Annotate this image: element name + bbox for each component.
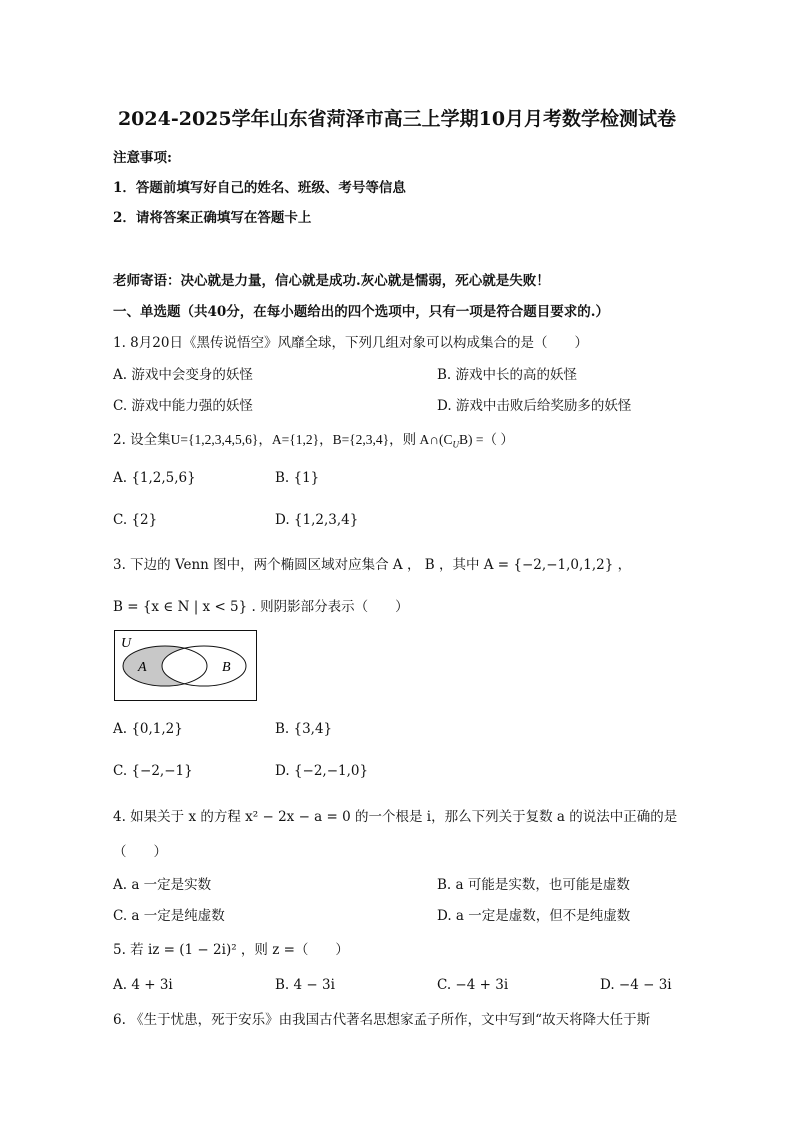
question-5-option-a: A. 4 + 3i [113,977,173,993]
page-title: 2024-2025学年山东省菏泽市高三上学期10月月考数学检测试卷 [117,108,677,130]
question-3-stem-line-1: 3. 下边的 Venn 图中，两个椭圆区域对应集合 A ， B ，其中 A = {−2,−1,0,1,2} ， [113,557,632,573]
question-2-stem-prefix: 2. 设全集 [113,432,171,448]
venn-label-b: B [222,660,231,675]
teacher-note: 老师寄语：决心就是力量，信心就是成功.灰心就是懦弱，死心就是失败！ [113,273,550,289]
question-4-option-d: D. a 一定是虚数，但不是纯虚数 [437,908,631,924]
notice-heading: 注意事项: [113,150,172,166]
question-3-option-b: B. {3,4} [275,721,333,737]
question-4-option-a: A. a 一定是实数 [113,877,212,893]
question-3-option-d: D. {−2,−1,0} [275,763,369,779]
question-2-option-a: A. {1,2,5,6} [113,470,196,486]
question-1-option-d: D. 游戏中击败后给奖励多的妖怪 [437,398,632,414]
notice-item-1: 1．答题前填写好自己的姓名、班级、考号等信息 [113,180,406,196]
question-1-option-c: C. 游戏中能力强的妖怪 [113,398,253,414]
question-2-stem-suffix: ，则 A∩(C [389,432,453,447]
notice-item-2: 2．请将答案正确填写在答题卡上 [113,210,312,226]
question-2-option-d: D. {1,2,3,4} [275,512,359,528]
question-2-stem-end: B) =（ ） [459,432,514,447]
question-5-option-d: D. −4 − 3i [600,977,672,993]
question-3-option-c: C. {−2,−1} [113,763,193,779]
venn-diagram [114,630,258,702]
question-4-stem-line-2: （ ） [113,844,167,860]
question-1-option-a: A. 游戏中会变身的妖怪 [113,367,253,383]
question-6-stem: 6. 《生于忧患，死于安乐》由我国古代著名思想家孟子所作，文中写到“故天将降大任于斯 [113,1012,651,1028]
question-5-stem: 5. 若 iz = (1 − 2i)² ，则 z =（ ） [113,942,349,958]
question-4-option-b: B. a 可能是实数，也可能是虚数 [437,877,630,893]
venn-label-u: U [121,636,132,651]
question-1-option-b: B. 游戏中长的高的妖怪 [437,367,578,383]
question-2-subscript: U [452,439,460,450]
question-2-option-b: B. {1} [275,470,320,486]
venn-label-a: A [138,660,147,675]
question-1-stem: 1. 8月20日《黑传说悟空》风靡全球，下列几组对象可以构成集合的是（ ） [113,335,588,351]
question-2-option-c: C. {2} [113,512,158,528]
question-5-option-b: B. 4 − 3i [275,977,335,993]
question-3-option-a: A. {0,1,2} [113,721,183,737]
section-heading: 一、单选题（共40分，在每小题给出的四个选项中，只有一项是符合题目要求的.） [113,304,609,320]
question-2-stem [113,428,514,450]
question-2-sets: U={1,2,3,4,5,6}，A={1,2}，B={2,3,4} [170,432,390,447]
question-5-option-c: C. −4 + 3i [437,977,509,993]
question-3-stem-line-2: B = {x ∈ N | x < 5} . 则阴影部分表示（ ） [113,599,409,615]
question-4-stem-line-1: 4. 如果关于 x 的方程 x² − 2x − a = 0 的一个根是 i，那么下列关于复数 a 的说法中正确的是 [113,809,678,825]
question-4-option-c: C. a 一定是纯虚数 [113,908,225,924]
